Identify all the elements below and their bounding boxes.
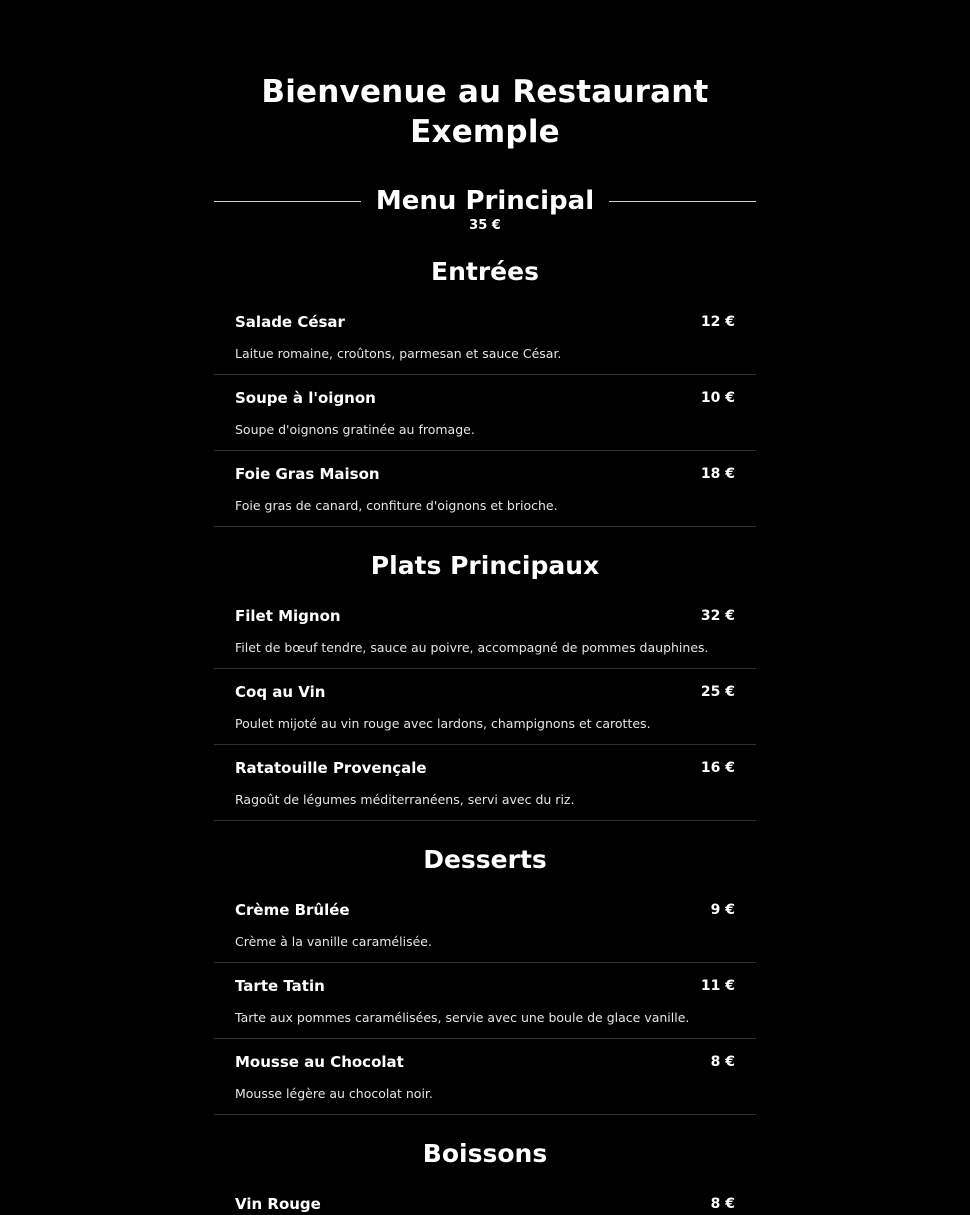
item-price: 11 € (700, 978, 735, 994)
section-items-entrees (214, 299, 756, 527)
menu-item (214, 887, 756, 963)
item-price: 12 € (700, 314, 735, 330)
item-name: Soupe à l'oignon (235, 389, 376, 407)
item-description: Soupe d'oignons gratinée au fromage. (235, 422, 475, 437)
menu-item (214, 1039, 756, 1115)
item-name: Salade César (235, 313, 345, 331)
menu-item (214, 963, 756, 1039)
item-description: Poulet mijoté au vin rouge avec lardons, champignons et carottes. (235, 716, 651, 731)
item-name: Vin Rouge (235, 1195, 321, 1213)
section-items-boissons (214, 1181, 756, 1215)
item-price: 9 € (710, 902, 735, 918)
item-price: 8 € (710, 1054, 735, 1070)
item-name: Tarte Tatin (235, 977, 325, 995)
item-name: Crème Brûlée (235, 901, 350, 919)
item-name: Ratatouille Provençale (235, 759, 427, 777)
section-title-entrees: Entrées (431, 257, 539, 286)
item-name: Mousse au Chocolat (235, 1053, 404, 1071)
section-title-plats-principaux: Plats Principaux (370, 551, 600, 580)
item-name: Foie Gras Maison (235, 465, 380, 483)
item-price: 32 € (700, 608, 735, 624)
menu-container (214, 0, 756, 1215)
menu-price: 35 € (469, 218, 501, 233)
item-price: 10 € (700, 390, 735, 406)
menu-item (214, 299, 756, 375)
item-price: 8 € (710, 1196, 735, 1212)
section-items-plats-principaux (214, 593, 756, 821)
item-price: 18 € (700, 466, 735, 482)
menu-header-left-rule (214, 201, 361, 202)
item-description: Tarte aux pommes caramélisées, servie avec une boule de glace vanille. (235, 1010, 690, 1025)
item-price: 16 € (700, 760, 735, 776)
item-name: Filet Mignon (235, 607, 341, 625)
section-title-boissons: Boissons (422, 1139, 548, 1168)
menu-item (214, 451, 756, 527)
menu-header-right-rule (609, 201, 756, 202)
menu-item (214, 1181, 756, 1215)
item-description: Laitue romaine, croûtons, parmesan et sauce César. (235, 346, 562, 361)
menu-header (214, 182, 756, 220)
item-description: Foie gras de canard, confiture d'oignons et brioche. (235, 498, 558, 513)
menu-item (214, 669, 756, 745)
menu-item (214, 745, 756, 821)
item-description: Mousse légère au chocolat noir. (235, 1086, 433, 1101)
section-title-desserts: Desserts (423, 845, 547, 874)
item-description: Ragoût de légumes méditerranéens, servi avec du riz. (235, 792, 575, 807)
item-description: Filet de bœuf tendre, sauce au poivre, accompagné de pommes dauphines. (235, 640, 709, 655)
menu-item (214, 375, 756, 451)
menu-item (214, 593, 756, 669)
item-price: 25 € (700, 684, 735, 700)
section-items-desserts (214, 887, 756, 1115)
item-name: Coq au Vin (235, 683, 326, 701)
menu-title: Menu Principal (375, 186, 595, 216)
item-description: Crème à la vanille caramélisée. (235, 934, 432, 949)
page-title: Bienvenue au Restaurant Exemple (261, 74, 709, 150)
